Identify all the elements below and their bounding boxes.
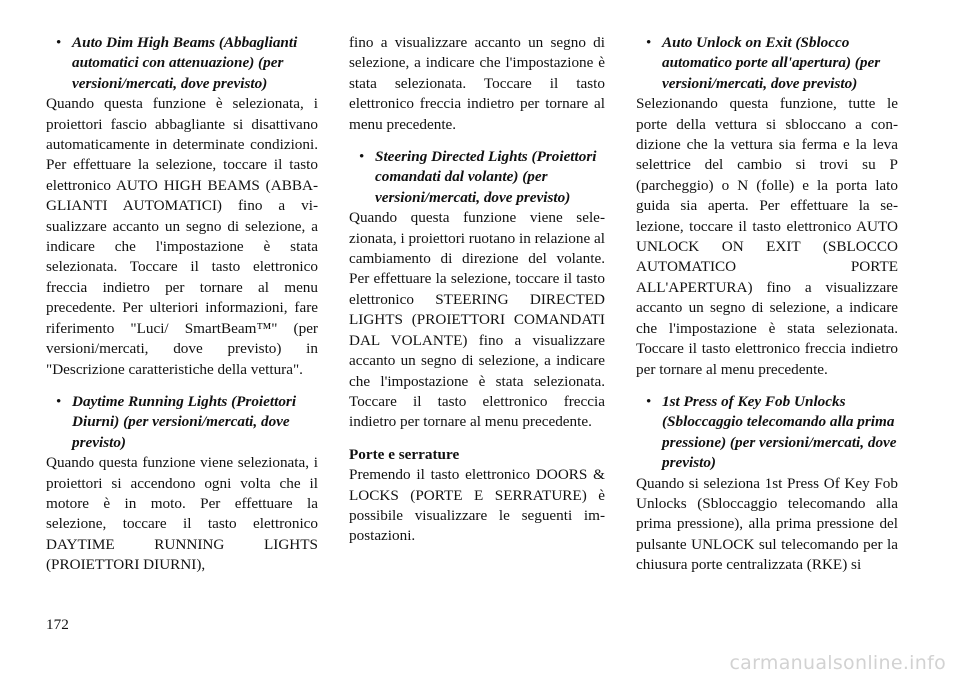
bullet-icon: • [646,34,652,51]
column-3 [636,33,898,588]
bullet-title: 1st Press of Key Fob Unlocks (Sbloccaggio telecomando alla prima pressione) (per versioni/mercati, dove previsto) [662,392,897,472]
bullet-title: Auto Dim High Beams (Abbaglianti automatici con attenuazione) (per versioni/mercati, dove previsto) [72,34,298,92]
paragraph: Quando questa funzione è selezionata, i proiettori fascio abbagliante si disattivano automaticamente in determinate condizioni. Per effettuare la selezione, toccare il tasto elettronico AUTO HIGH BEAMS (ABBAGLIANTI AUTOMATICI) fino a visualizzare accanto un segno di selezione, a indicare che l'impostazione è stata selezionata. Toccare il tasto elettronico freccia indietro per tornare al menu precedente. Per ulteriori informazioni, fare riferimento "Luci/ SmartBeam™" (per versioni/mercati, dove previsto) in "Descrizione caratteristiche della vettura". [46,95,318,378]
section-heading: Porte e serrature [349,445,460,463]
column-1 [46,33,318,588]
bullet-icon: • [646,392,652,410]
bullet-first-press-key-fob [636,392,898,474]
bullet-icon: • [359,148,365,166]
paragraph: Quando questa funzione viene selezionata, i proiettori si accendono ogni volta che il motore è in moto. Per effettuare la selezione, toccare il tasto elettronico DAYTIME RUNNING LIGHTS (PROIETTORI DIURNI), [46,454,318,574]
bullet-auto-dim-high-beams [46,33,318,94]
bullet-steering-directed-lights [349,147,605,208]
column-2 [349,33,605,559]
paragraph: Selezionando questa funzione, tutte le porte della vettura si sbloccano a condizione che la vettura sia ferma e la leva selettrice del cambio si trovi su P (parcheggio) o N (folle) e la porta lato guida sia aperta. Per effettuare la selezione, toccare il tasto elettronico AUTO UNLOCK ON EXIT (SBLOCCO AUTOMATICO PORTE ALL'APERTURA) fino a visualizzare accanto un segno di selezione, a indicare che l'impostazione è stata selezionata. Toccare il tasto elettronico freccia indietro per tornare al menu precedente. [636,95,898,378]
watermark: carmanualsonline.info [729,652,946,674]
paragraph: Premendo il tasto elettronico DOORS & LOCKS (PORTE E SERRATURE) è possibile visualizzare le seguenti impostazioni. [349,466,605,545]
paragraph: fino a visualizzare accanto un segno di selezione, a indicare che l'impostazione è stata selezionata. Toccare il tasto elettronico freccia indietro per tornare al menu precedente. [349,34,605,133]
bullet-daytime-running-lights [46,392,318,453]
bullet-title: Steering Directed Lights (Proiettori comandati dal volante) (per versioni/mercati, dove previsto) [375,148,597,206]
paragraph: Quando si seleziona 1st Press Of Key Fob Unlocks (Sbloccaggio telecomando alla prima pressione), alla prima pressione del pulsante UNLOCK sul telecomando per la chiusura porte centralizzata (RKE) si [636,474,898,574]
paragraph: Quando questa funzione viene selezionata, i proiettori ruotano in relazione al cambiamento di direzione del volante. Per effettuare la selezione, toccare il tasto elettronico STEERING DIRECTED LIGHTS (PROIETTORI COMANDATI DAL VOLANTE) fino a visualizzare accanto un segno di selezione, a indicare che l'impostazione è stata selezionata. Toccare il tasto elettronico freccia indietro per tornare al menu precedente. [349,209,605,431]
bullet-title: Daytime Running Lights (Proiettori Diurni) (per versioni/mercati, dove previsto) [72,392,297,451]
page-number: 172 [46,616,69,633]
bullet-title: Auto Unlock on Exit (Sblocco automatico porte all'apertura) (per versioni/mercati, dove previsto) [662,34,881,92]
bullet-icon: • [56,34,62,51]
bullet-auto-unlock-on-exit [636,33,898,94]
bullet-icon: • [56,392,62,410]
